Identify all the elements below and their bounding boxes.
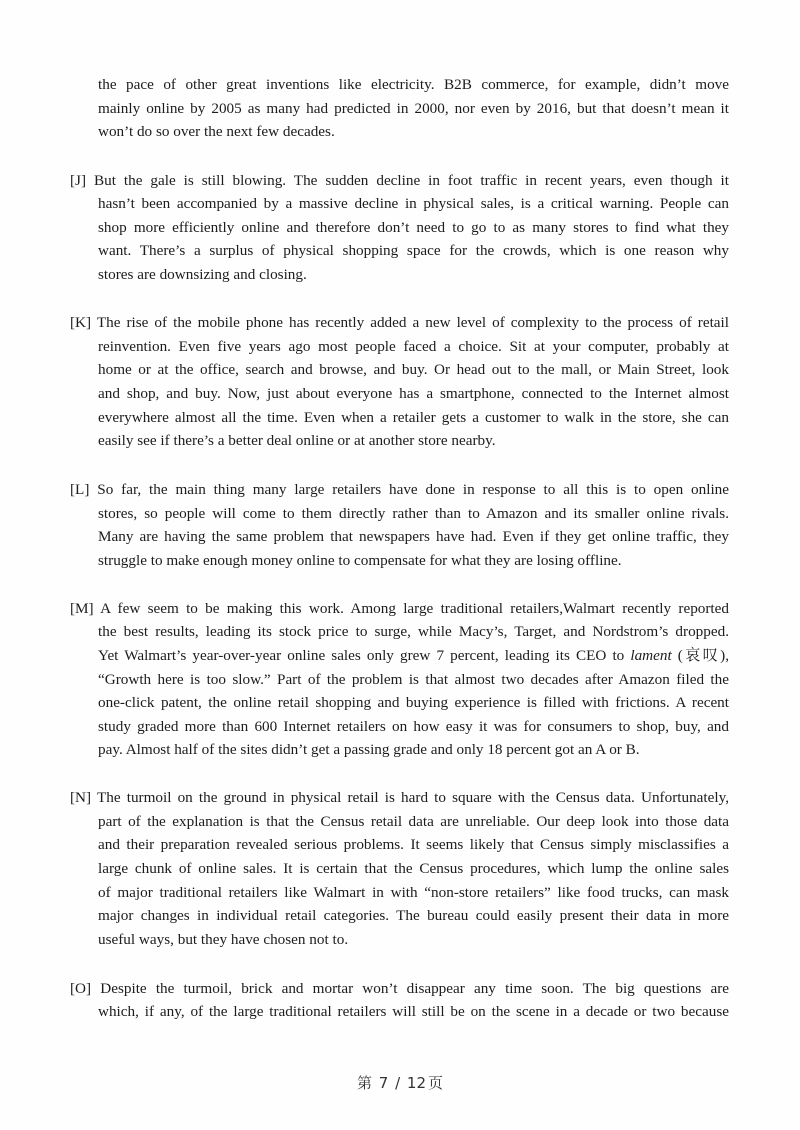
paragraph-k-first-line (70, 312, 729, 334)
text-span: A few seem to be making this work. Among large traditional retailers,Walmart recently reported (100, 600, 729, 617)
chinese-gloss: (哀叹), (671, 647, 729, 664)
total-pages: 12 (406, 1074, 427, 1092)
text-line: large chunk of online sales. It is certain that the Census procedures, which lump the online sales (98, 860, 729, 877)
text-span: Yet Walmart’s year-over-year online sales only grew 7 percent, leading its CEO to (98, 647, 631, 664)
paragraph-o-first-line (70, 978, 729, 1000)
text-line: major changes in individual retail categories. The bureau could easily present their data in more (98, 907, 729, 924)
paragraph-label: [J] (70, 172, 87, 189)
text-line: the best results, leading its stock price to surge, while Macy’s, Target, and Nordstrom’s dropped. (98, 623, 729, 640)
text-line: won’t do so over the next few decades. (98, 123, 335, 140)
text-line: one-click patent, the online retail shopping and buying experience is filled with frictions. A recent (98, 694, 729, 711)
paragraph-l-first-line (70, 479, 729, 501)
paragraph-label: [N] (70, 789, 92, 806)
text-span: The rise of the mobile phone has recently added a new level of complexity to the process of retail (96, 314, 729, 331)
text-line: stores are downsizing and closing. (98, 266, 307, 283)
page-suffix: 页 (428, 1074, 444, 1092)
text-line: “Growth here is too slow.” Part of the problem is that almost two decades after Amazon filed the (98, 671, 729, 688)
text-line: and shop, and buy. Now, just about everyone has a smartphone, connected to the Internet almost (98, 385, 729, 402)
text-line: home or at the office, search and browse, and buy. Or head out to the mall, or Main Street, look (98, 361, 729, 378)
text-line: everywhere almost all the time. Even when a retailer gets a customer to walk in the store, she can (98, 409, 729, 426)
text-line: struggle to make enough money online to compensate for what they are losing offline. (98, 552, 622, 569)
paragraph-label: [K] (70, 314, 92, 331)
page-separator: / (395, 1074, 401, 1092)
text-span: Despite the turmoil, brick and mortar won’t disappear any time soon. The big questions are (100, 980, 730, 997)
text-line: of major traditional retailers like Walmart in with “non-store retailers” like food trucks, can mask (98, 884, 729, 901)
text-line: useful ways, but they have chosen not to. (98, 931, 349, 948)
text-line: mainly online by 2005 as many had predicted in 2000, nor even by 2016, but that doesn’t mean it (98, 100, 729, 117)
italic-term: lament (630, 647, 672, 664)
text-line: which, if any, of the large traditional retailers will still be on the scene in a decade or two because (98, 1003, 729, 1020)
paragraph-label: [M] (70, 600, 94, 617)
page-prefix: 第 (356, 1074, 372, 1092)
text-line: the pace of other great inventions like electricity. B2B commerce, for example, didn’t move (98, 76, 729, 93)
paragraph-j-first-line (70, 170, 729, 192)
text-line: shop more efficiently online and therefore don’t need to go to as many stores to find what they (98, 219, 729, 236)
text-line: part of the explanation is that the Census retail data are unreliable. Our deep look into those data (98, 813, 729, 830)
text-line: stores, so people will come to them directly rather than to Amazon and its smaller online rivals. (98, 505, 729, 522)
paragraph-m-first-line (70, 598, 729, 620)
text-line: study graded more than 600 Internet retailers on how easy it was for consumers to shop, buy, and (98, 718, 729, 735)
text-line: Many are having the same problem that newspapers have had. Even if they get online traffic, they (98, 528, 729, 545)
paragraph-n-first-line (70, 787, 729, 809)
text-span: The turmoil on the ground in physical retail is hard to square with the Census data. Unfortunately, (96, 789, 729, 806)
text-line: hasn’t been accompanied by a massive decline in physical sales, is a critical warning. People can (98, 195, 729, 212)
text-line: easily see if there’s a better deal online or at another store nearby. (98, 432, 496, 449)
text-line: want. There’s a surplus of physical shopping space for the crowds, which is one reason why (98, 242, 729, 259)
text-line: pay. Almost half of the sites didn’t get a passing grade and only 18 percent got an A or B. (98, 741, 640, 758)
text-span: So far, the main thing many large retailers have done in response to all this is to open online (97, 481, 730, 498)
text-line (98, 645, 729, 667)
text-line: reinvention. Even five years ago most people faced a choice. Sit at your computer, probably at (98, 338, 729, 355)
paragraph-label: [O] (70, 980, 92, 997)
current-page-number: 7 (378, 1074, 389, 1092)
page-footer (0, 1072, 800, 1093)
paragraph-label: [L] (70, 481, 90, 498)
text-span: But the gale is still blowing. The sudden decline in foot traffic in recent years, even though it (94, 172, 729, 189)
text-line: and their preparation revealed serious problems. It seems likely that Census simply misclassifies a (98, 836, 729, 853)
